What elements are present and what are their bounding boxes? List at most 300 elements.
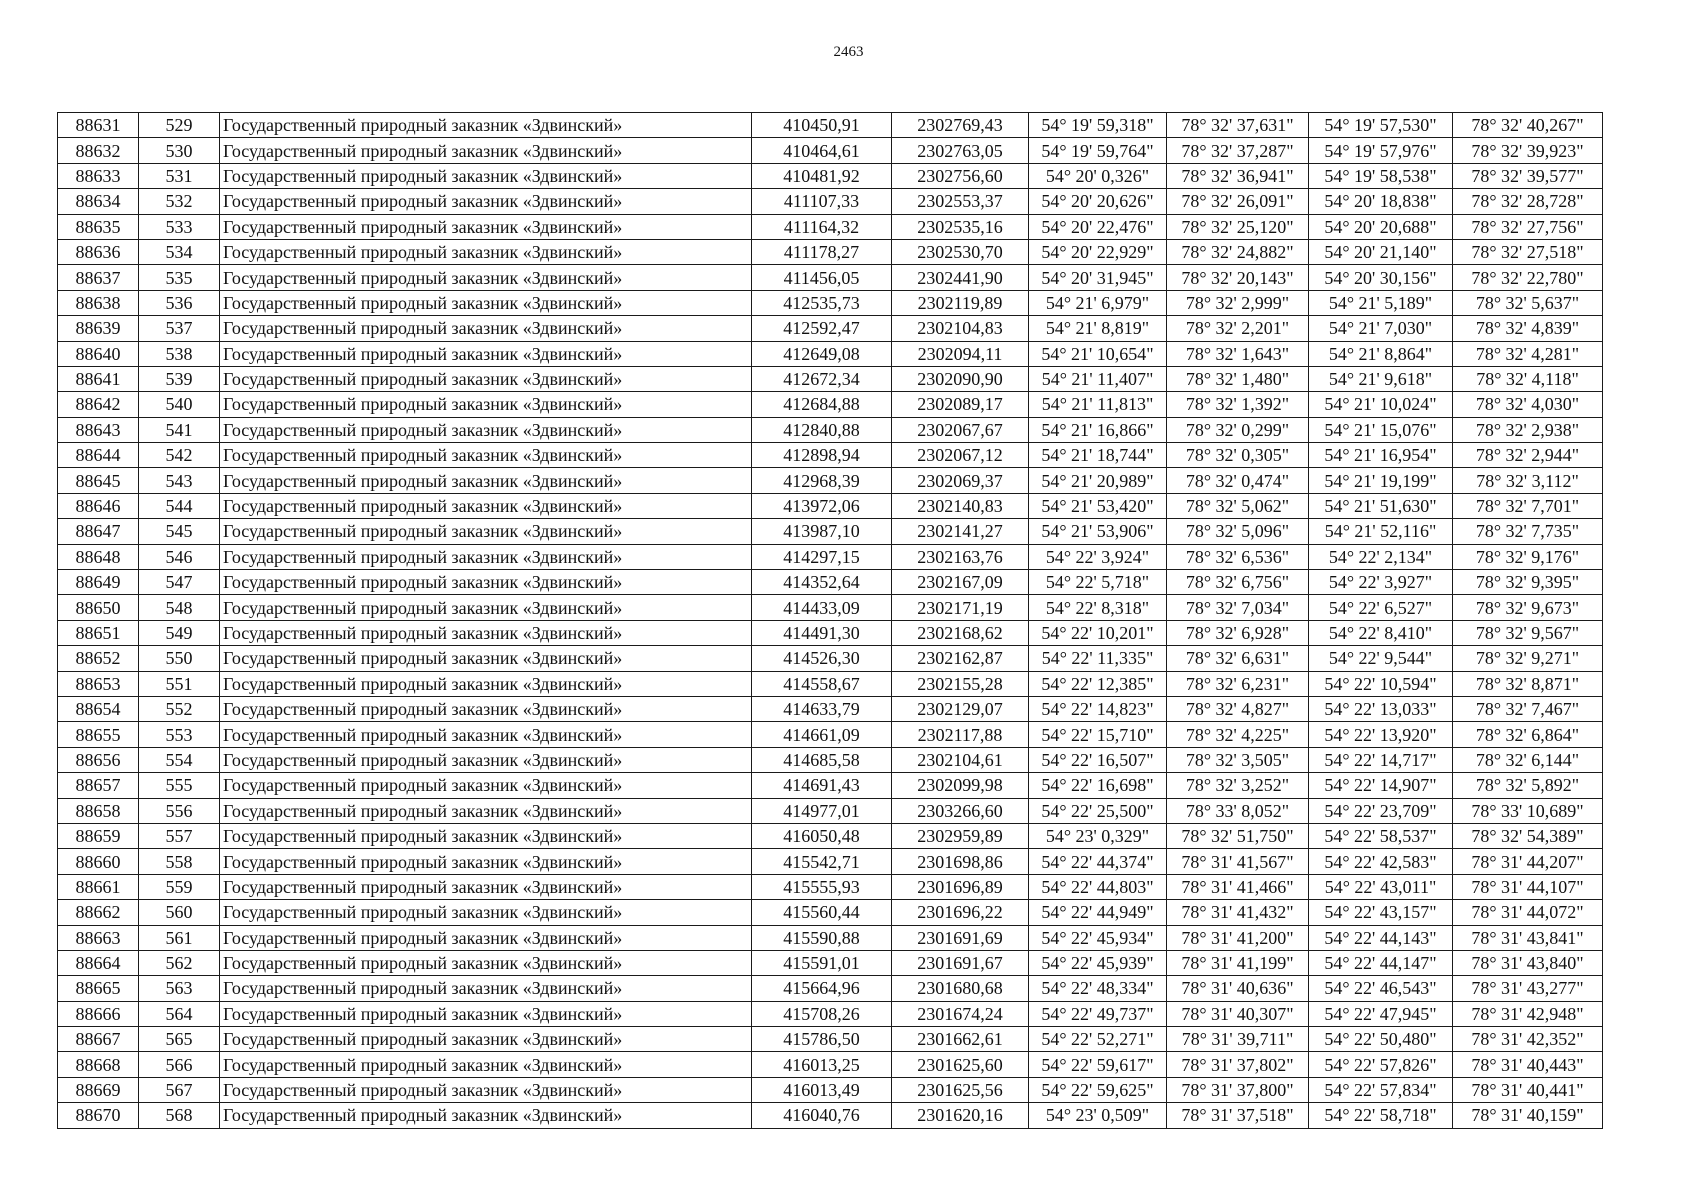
latitude-cell: 54° 21' 20,989" — [1029, 468, 1167, 493]
longitude-alt-cell: 78° 31' 40,441" — [1453, 1077, 1603, 1102]
longitude-cell: 78° 32' 0,299" — [1167, 417, 1309, 442]
x-coordinate-cell: 415708,26 — [752, 1001, 892, 1026]
y-coordinate-cell: 2302141,27 — [892, 519, 1029, 544]
y-coordinate-cell: 2302155,28 — [892, 671, 1029, 696]
x-coordinate-cell: 415786,50 — [752, 1027, 892, 1052]
longitude-cell: 78° 32' 5,096" — [1167, 519, 1309, 544]
name-cell: Государственный природный заказник «Здвинский» — [220, 773, 752, 798]
table-row — [58, 113, 1603, 138]
longitude-alt-cell: 78° 32' 3,112" — [1453, 468, 1603, 493]
longitude-cell: 78° 32' 37,631" — [1167, 113, 1309, 138]
y-coordinate-cell: 2302171,19 — [892, 595, 1029, 620]
latitude-cell: 54° 22' 45,934" — [1029, 925, 1167, 950]
x-coordinate-cell: 416050,48 — [752, 823, 892, 848]
latitude-cell: 54° 20' 22,929" — [1029, 239, 1167, 264]
latitude-cell: 54° 22' 44,949" — [1029, 900, 1167, 925]
record-number-cell: 88661 — [58, 874, 139, 899]
point-number-cell: 531 — [139, 163, 220, 188]
longitude-cell: 78° 32' 4,225" — [1167, 722, 1309, 747]
latitude-alt-cell: 54° 22' 14,907" — [1309, 773, 1453, 798]
x-coordinate-cell: 412592,47 — [752, 316, 892, 341]
longitude-cell: 78° 32' 2,999" — [1167, 290, 1309, 315]
latitude-cell: 54° 21' 11,813" — [1029, 392, 1167, 417]
point-number-cell: 565 — [139, 1027, 220, 1052]
point-number-cell: 540 — [139, 392, 220, 417]
latitude-cell: 54° 20' 22,476" — [1029, 214, 1167, 239]
record-number-cell: 88649 — [58, 570, 139, 595]
record-number-cell: 88633 — [58, 163, 139, 188]
latitude-cell: 54° 22' 48,334" — [1029, 976, 1167, 1001]
name-cell: Государственный природный заказник «Здвинский» — [220, 392, 752, 417]
point-number-cell: 538 — [139, 341, 220, 366]
latitude-cell: 54° 22' 8,318" — [1029, 595, 1167, 620]
record-number-cell: 88662 — [58, 900, 139, 925]
table-row — [58, 544, 1603, 569]
x-coordinate-cell: 415560,44 — [752, 900, 892, 925]
x-coordinate-cell: 412672,34 — [752, 366, 892, 391]
longitude-cell: 78° 32' 3,252" — [1167, 773, 1309, 798]
point-number-cell: 562 — [139, 950, 220, 975]
latitude-cell: 54° 22' 49,737" — [1029, 1001, 1167, 1026]
x-coordinate-cell: 415591,01 — [752, 950, 892, 975]
point-number-cell: 536 — [139, 290, 220, 315]
name-cell: Государственный природный заказник «Здвинский» — [220, 316, 752, 341]
latitude-cell: 54° 22' 15,710" — [1029, 722, 1167, 747]
latitude-alt-cell: 54° 22' 43,011" — [1309, 874, 1453, 899]
record-number-cell: 88653 — [58, 671, 139, 696]
point-number-cell: 537 — [139, 316, 220, 341]
latitude-alt-cell: 54° 22' 13,033" — [1309, 696, 1453, 721]
table-row — [58, 595, 1603, 620]
x-coordinate-cell: 411178,27 — [752, 239, 892, 264]
longitude-alt-cell: 78° 32' 4,030" — [1453, 392, 1603, 417]
record-number-cell: 88643 — [58, 417, 139, 442]
latitude-alt-cell: 54° 22' 9,544" — [1309, 646, 1453, 671]
point-number-cell: 535 — [139, 265, 220, 290]
y-coordinate-cell: 2302069,37 — [892, 468, 1029, 493]
table-row — [58, 925, 1603, 950]
table-body — [58, 113, 1603, 1129]
point-number-cell: 567 — [139, 1077, 220, 1102]
longitude-cell: 78° 31' 37,802" — [1167, 1052, 1309, 1077]
table-row — [58, 1052, 1603, 1077]
record-number-cell: 88647 — [58, 519, 139, 544]
table-row — [58, 290, 1603, 315]
x-coordinate-cell: 414977,01 — [752, 798, 892, 823]
x-coordinate-cell: 416013,25 — [752, 1052, 892, 1077]
latitude-cell: 54° 22' 59,617" — [1029, 1052, 1167, 1077]
point-number-cell: 529 — [139, 113, 220, 138]
longitude-cell: 78° 32' 0,474" — [1167, 468, 1309, 493]
x-coordinate-cell: 414491,30 — [752, 620, 892, 645]
table-row — [58, 519, 1603, 544]
y-coordinate-cell: 2302162,87 — [892, 646, 1029, 671]
point-number-cell: 554 — [139, 747, 220, 772]
x-coordinate-cell: 414685,58 — [752, 747, 892, 772]
record-number-cell: 88654 — [58, 696, 139, 721]
name-cell: Государственный природный заказник «Здвинский» — [220, 570, 752, 595]
longitude-cell: 78° 32' 6,231" — [1167, 671, 1309, 696]
point-number-cell: 564 — [139, 1001, 220, 1026]
longitude-alt-cell: 78° 31' 43,840" — [1453, 950, 1603, 975]
longitude-alt-cell: 78° 32' 6,144" — [1453, 747, 1603, 772]
point-number-cell: 530 — [139, 138, 220, 163]
longitude-alt-cell: 78° 32' 8,871" — [1453, 671, 1603, 696]
longitude-cell: 78° 32' 4,827" — [1167, 696, 1309, 721]
y-coordinate-cell: 2302530,70 — [892, 239, 1029, 264]
latitude-alt-cell: 54° 21' 7,030" — [1309, 316, 1453, 341]
table-row — [58, 468, 1603, 493]
longitude-cell: 78° 32' 6,928" — [1167, 620, 1309, 645]
longitude-alt-cell: 78° 32' 2,944" — [1453, 443, 1603, 468]
y-coordinate-cell: 2302067,12 — [892, 443, 1029, 468]
point-number-cell: 561 — [139, 925, 220, 950]
name-cell: Государственный природный заказник «Здвинский» — [220, 874, 752, 899]
longitude-cell: 78° 31' 37,800" — [1167, 1077, 1309, 1102]
record-number-cell: 88640 — [58, 341, 139, 366]
longitude-alt-cell: 78° 32' 4,118" — [1453, 366, 1603, 391]
latitude-cell: 54° 19' 59,764" — [1029, 138, 1167, 163]
record-number-cell: 88652 — [58, 646, 139, 671]
latitude-alt-cell: 54° 22' 58,718" — [1309, 1103, 1453, 1128]
latitude-cell: 54° 20' 31,945" — [1029, 265, 1167, 290]
latitude-cell: 54° 22' 16,507" — [1029, 747, 1167, 772]
longitude-alt-cell: 78° 32' 39,577" — [1453, 163, 1603, 188]
y-coordinate-cell: 2302129,07 — [892, 696, 1029, 721]
point-number-cell: 563 — [139, 976, 220, 1001]
latitude-alt-cell: 54° 20' 21,140" — [1309, 239, 1453, 264]
x-coordinate-cell: 411456,05 — [752, 265, 892, 290]
longitude-alt-cell: 78° 31' 44,107" — [1453, 874, 1603, 899]
name-cell: Государственный природный заказник «Здвинский» — [220, 1001, 752, 1026]
latitude-alt-cell: 54° 22' 43,157" — [1309, 900, 1453, 925]
latitude-cell: 54° 19' 59,318" — [1029, 113, 1167, 138]
record-number-cell: 88656 — [58, 747, 139, 772]
longitude-alt-cell: 78° 31' 44,072" — [1453, 900, 1603, 925]
longitude-alt-cell: 78° 32' 27,518" — [1453, 239, 1603, 264]
latitude-cell: 54° 22' 11,335" — [1029, 646, 1167, 671]
table-row — [58, 620, 1603, 645]
x-coordinate-cell: 416013,49 — [752, 1077, 892, 1102]
latitude-cell: 54° 20' 20,626" — [1029, 189, 1167, 214]
record-number-cell: 88669 — [58, 1077, 139, 1102]
y-coordinate-cell: 2301620,16 — [892, 1103, 1029, 1128]
longitude-cell: 78° 32' 5,062" — [1167, 493, 1309, 518]
longitude-cell: 78° 31' 41,466" — [1167, 874, 1309, 899]
latitude-alt-cell: 54° 22' 50,480" — [1309, 1027, 1453, 1052]
name-cell: Государственный природный заказник «Здвинский» — [220, 950, 752, 975]
longitude-cell: 78° 32' 51,750" — [1167, 823, 1309, 848]
point-number-cell: 532 — [139, 189, 220, 214]
x-coordinate-cell: 411164,32 — [752, 214, 892, 239]
x-coordinate-cell: 414661,09 — [752, 722, 892, 747]
table-row — [58, 493, 1603, 518]
longitude-alt-cell: 78° 31' 42,352" — [1453, 1027, 1603, 1052]
name-cell: Государственный природный заказник «Здвинский» — [220, 1077, 752, 1102]
name-cell: Государственный природный заказник «Здвинский» — [220, 823, 752, 848]
latitude-alt-cell: 54° 21' 52,116" — [1309, 519, 1453, 544]
table-row — [58, 1103, 1603, 1128]
record-number-cell: 88668 — [58, 1052, 139, 1077]
record-number-cell: 88650 — [58, 595, 139, 620]
name-cell: Государственный природный заказник «Здвинский» — [220, 1052, 752, 1077]
table-row — [58, 1077, 1603, 1102]
latitude-alt-cell: 54° 21' 15,076" — [1309, 417, 1453, 442]
name-cell: Государственный природный заказник «Здвинский» — [220, 443, 752, 468]
x-coordinate-cell: 410450,91 — [752, 113, 892, 138]
longitude-cell: 78° 31' 40,636" — [1167, 976, 1309, 1001]
latitude-alt-cell: 54° 22' 8,410" — [1309, 620, 1453, 645]
latitude-alt-cell: 54° 19' 58,538" — [1309, 163, 1453, 188]
longitude-alt-cell: 78° 32' 6,864" — [1453, 722, 1603, 747]
record-number-cell: 88665 — [58, 976, 139, 1001]
latitude-cell: 54° 22' 44,374" — [1029, 849, 1167, 874]
longitude-alt-cell: 78° 32' 2,938" — [1453, 417, 1603, 442]
name-cell: Государственный природный заказник «Здвинский» — [220, 493, 752, 518]
record-number-cell: 88670 — [58, 1103, 139, 1128]
longitude-alt-cell: 78° 32' 9,673" — [1453, 595, 1603, 620]
latitude-cell: 54° 23' 0,329" — [1029, 823, 1167, 848]
latitude-cell: 54° 21' 18,744" — [1029, 443, 1167, 468]
latitude-alt-cell: 54° 20' 20,688" — [1309, 214, 1453, 239]
name-cell: Государственный природный заказник «Здвинский» — [220, 849, 752, 874]
longitude-alt-cell: 78° 32' 9,567" — [1453, 620, 1603, 645]
latitude-alt-cell: 54° 22' 47,945" — [1309, 1001, 1453, 1026]
y-coordinate-cell: 2302067,67 — [892, 417, 1029, 442]
record-number-cell: 88637 — [58, 265, 139, 290]
table-row — [58, 214, 1603, 239]
latitude-alt-cell: 54° 19' 57,530" — [1309, 113, 1453, 138]
name-cell: Государственный природный заказник «Здвинский» — [220, 620, 752, 645]
longitude-cell: 78° 31' 41,199" — [1167, 950, 1309, 975]
table-row — [58, 976, 1603, 1001]
y-coordinate-cell: 2302167,09 — [892, 570, 1029, 595]
table-row — [58, 366, 1603, 391]
longitude-cell: 78° 32' 24,882" — [1167, 239, 1309, 264]
x-coordinate-cell: 412968,39 — [752, 468, 892, 493]
longitude-cell: 78° 31' 39,711" — [1167, 1027, 1309, 1052]
y-coordinate-cell: 2301691,69 — [892, 925, 1029, 950]
x-coordinate-cell: 414633,79 — [752, 696, 892, 721]
y-coordinate-cell: 2302117,88 — [892, 722, 1029, 747]
point-number-cell: 559 — [139, 874, 220, 899]
latitude-alt-cell: 54° 22' 10,594" — [1309, 671, 1453, 696]
latitude-alt-cell: 54° 22' 3,927" — [1309, 570, 1453, 595]
y-coordinate-cell: 2301625,60 — [892, 1052, 1029, 1077]
x-coordinate-cell: 415664,96 — [752, 976, 892, 1001]
table-row — [58, 392, 1603, 417]
latitude-alt-cell: 54° 22' 6,527" — [1309, 595, 1453, 620]
longitude-alt-cell: 78° 31' 43,841" — [1453, 925, 1603, 950]
longitude-alt-cell: 78° 32' 9,271" — [1453, 646, 1603, 671]
x-coordinate-cell: 416040,76 — [752, 1103, 892, 1128]
x-coordinate-cell: 414558,67 — [752, 671, 892, 696]
longitude-alt-cell: 78° 32' 4,281" — [1453, 341, 1603, 366]
table-row — [58, 900, 1603, 925]
record-number-cell: 88644 — [58, 443, 139, 468]
name-cell: Государственный природный заказник «Здвинский» — [220, 722, 752, 747]
y-coordinate-cell: 2301698,86 — [892, 849, 1029, 874]
y-coordinate-cell: 2301696,89 — [892, 874, 1029, 899]
name-cell: Государственный природный заказник «Здвинский» — [220, 798, 752, 823]
longitude-alt-cell: 78° 32' 39,923" — [1453, 138, 1603, 163]
longitude-alt-cell: 78° 32' 4,839" — [1453, 316, 1603, 341]
longitude-alt-cell: 78° 32' 5,892" — [1453, 773, 1603, 798]
record-number-cell: 88632 — [58, 138, 139, 163]
point-number-cell: 557 — [139, 823, 220, 848]
longitude-cell: 78° 32' 20,143" — [1167, 265, 1309, 290]
x-coordinate-cell: 411107,33 — [752, 189, 892, 214]
table-row — [58, 138, 1603, 163]
point-number-cell: 542 — [139, 443, 220, 468]
table-row — [58, 646, 1603, 671]
y-coordinate-cell: 2302119,89 — [892, 290, 1029, 315]
name-cell: Государственный природный заказник «Здвинский» — [220, 1103, 752, 1128]
x-coordinate-cell: 414352,64 — [752, 570, 892, 595]
name-cell: Государственный природный заказник «Здвинский» — [220, 468, 752, 493]
record-number-cell: 88658 — [58, 798, 139, 823]
latitude-cell: 54° 21' 10,654" — [1029, 341, 1167, 366]
x-coordinate-cell: 413987,10 — [752, 519, 892, 544]
record-number-cell: 88651 — [58, 620, 139, 645]
y-coordinate-cell: 2302163,76 — [892, 544, 1029, 569]
y-coordinate-cell: 2303266,60 — [892, 798, 1029, 823]
y-coordinate-cell: 2302089,17 — [892, 392, 1029, 417]
longitude-cell: 78° 32' 6,536" — [1167, 544, 1309, 569]
y-coordinate-cell: 2302104,83 — [892, 316, 1029, 341]
table-row — [58, 849, 1603, 874]
latitude-cell: 54° 22' 59,625" — [1029, 1077, 1167, 1102]
table-row — [58, 163, 1603, 188]
longitude-alt-cell: 78° 32' 7,735" — [1453, 519, 1603, 544]
table-row — [58, 443, 1603, 468]
longitude-cell: 78° 32' 6,756" — [1167, 570, 1309, 595]
name-cell: Государственный природный заказник «Здвинский» — [220, 417, 752, 442]
latitude-cell: 54° 21' 53,906" — [1029, 519, 1167, 544]
latitude-cell: 54° 21' 53,420" — [1029, 493, 1167, 518]
table-row — [58, 747, 1603, 772]
latitude-alt-cell: 54° 21' 8,864" — [1309, 341, 1453, 366]
name-cell: Государственный природный заказник «Здвинский» — [220, 976, 752, 1001]
latitude-alt-cell: 54° 20' 30,156" — [1309, 265, 1453, 290]
record-number-cell: 88657 — [58, 773, 139, 798]
longitude-alt-cell: 78° 32' 7,467" — [1453, 696, 1603, 721]
table-row — [58, 696, 1603, 721]
y-coordinate-cell: 2302104,61 — [892, 747, 1029, 772]
point-number-cell: 544 — [139, 493, 220, 518]
longitude-alt-cell: 78° 32' 40,267" — [1453, 113, 1603, 138]
record-number-cell: 88660 — [58, 849, 139, 874]
longitude-cell: 78° 33' 8,052" — [1167, 798, 1309, 823]
name-cell: Государственный природный заказник «Здвинский» — [220, 366, 752, 391]
latitude-alt-cell: 54° 21' 16,954" — [1309, 443, 1453, 468]
point-number-cell: 553 — [139, 722, 220, 747]
latitude-alt-cell: 54° 21' 51,630" — [1309, 493, 1453, 518]
table-row — [58, 874, 1603, 899]
longitude-alt-cell: 78° 32' 54,389" — [1453, 823, 1603, 848]
name-cell: Государственный природный заказник «Здвинский» — [220, 138, 752, 163]
name-cell: Государственный природный заказник «Здвинский» — [220, 113, 752, 138]
y-coordinate-cell: 2302769,43 — [892, 113, 1029, 138]
point-number-cell: 568 — [139, 1103, 220, 1128]
table-row — [58, 189, 1603, 214]
name-cell: Государственный природный заказник «Здвинский» — [220, 925, 752, 950]
longitude-alt-cell: 78° 31' 42,948" — [1453, 1001, 1603, 1026]
table-row — [58, 417, 1603, 442]
latitude-alt-cell: 54° 22' 44,143" — [1309, 925, 1453, 950]
table-row — [58, 798, 1603, 823]
y-coordinate-cell: 2301662,61 — [892, 1027, 1029, 1052]
x-coordinate-cell: 415542,71 — [752, 849, 892, 874]
record-number-cell: 88642 — [58, 392, 139, 417]
name-cell: Государственный природный заказник «Здвинский» — [220, 290, 752, 315]
longitude-cell: 78° 32' 26,091" — [1167, 189, 1309, 214]
longitude-alt-cell: 78° 32' 27,756" — [1453, 214, 1603, 239]
latitude-alt-cell: 54° 22' 58,537" — [1309, 823, 1453, 848]
x-coordinate-cell: 414297,15 — [752, 544, 892, 569]
latitude-alt-cell: 54° 22' 23,709" — [1309, 798, 1453, 823]
y-coordinate-cell: 2302090,90 — [892, 366, 1029, 391]
name-cell: Государственный природный заказник «Здвинский» — [220, 671, 752, 696]
point-number-cell: 551 — [139, 671, 220, 696]
y-coordinate-cell: 2302099,98 — [892, 773, 1029, 798]
longitude-cell: 78° 32' 1,392" — [1167, 392, 1309, 417]
longitude-alt-cell: 78° 31' 40,443" — [1453, 1052, 1603, 1077]
table-row — [58, 773, 1603, 798]
y-coordinate-cell: 2302140,83 — [892, 493, 1029, 518]
point-number-cell: 547 — [139, 570, 220, 595]
y-coordinate-cell: 2301680,68 — [892, 976, 1029, 1001]
name-cell: Государственный природный заказник «Здвинский» — [220, 163, 752, 188]
record-number-cell: 88639 — [58, 316, 139, 341]
latitude-cell: 54° 23' 0,509" — [1029, 1103, 1167, 1128]
table-row — [58, 823, 1603, 848]
longitude-cell: 78° 31' 41,432" — [1167, 900, 1309, 925]
table-row — [58, 950, 1603, 975]
name-cell: Государственный природный заказник «Здвинский» — [220, 239, 752, 264]
point-number-cell: 566 — [139, 1052, 220, 1077]
x-coordinate-cell: 413972,06 — [752, 493, 892, 518]
page-number: 2463 — [833, 44, 864, 60]
latitude-cell: 54° 22' 3,924" — [1029, 544, 1167, 569]
latitude-cell: 54° 22' 5,718" — [1029, 570, 1167, 595]
point-number-cell: 556 — [139, 798, 220, 823]
longitude-alt-cell: 78° 31' 40,159" — [1453, 1103, 1603, 1128]
record-number-cell: 88664 — [58, 950, 139, 975]
x-coordinate-cell: 412898,94 — [752, 443, 892, 468]
latitude-alt-cell: 54° 21' 10,024" — [1309, 392, 1453, 417]
latitude-cell: 54° 20' 0,326" — [1029, 163, 1167, 188]
longitude-cell: 78° 32' 37,287" — [1167, 138, 1309, 163]
name-cell: Государственный природный заказник «Здвинский» — [220, 900, 752, 925]
longitude-alt-cell: 78° 32' 7,701" — [1453, 493, 1603, 518]
latitude-alt-cell: 54° 22' 57,826" — [1309, 1052, 1453, 1077]
latitude-cell: 54° 22' 10,201" — [1029, 620, 1167, 645]
latitude-alt-cell: 54° 19' 57,976" — [1309, 138, 1453, 163]
point-number-cell: 555 — [139, 773, 220, 798]
latitude-alt-cell: 54° 22' 44,147" — [1309, 950, 1453, 975]
x-coordinate-cell: 415590,88 — [752, 925, 892, 950]
table-row — [58, 570, 1603, 595]
x-coordinate-cell: 414691,43 — [752, 773, 892, 798]
y-coordinate-cell: 2301691,67 — [892, 950, 1029, 975]
latitude-cell: 54° 22' 16,698" — [1029, 773, 1167, 798]
y-coordinate-cell: 2302959,89 — [892, 823, 1029, 848]
longitude-cell: 78° 32' 1,643" — [1167, 341, 1309, 366]
latitude-alt-cell: 54° 22' 42,583" — [1309, 849, 1453, 874]
longitude-alt-cell: 78° 32' 28,728" — [1453, 189, 1603, 214]
y-coordinate-cell: 2302441,90 — [892, 265, 1029, 290]
